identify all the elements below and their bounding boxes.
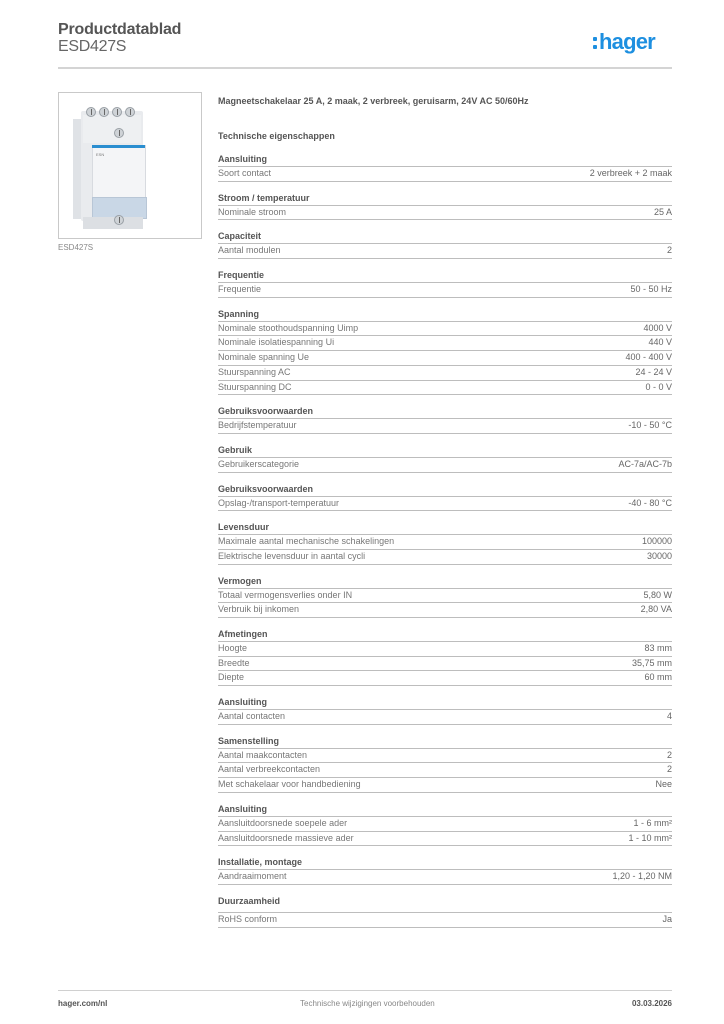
screw-icon <box>99 107 109 117</box>
product-code: ESD427S <box>58 38 127 55</box>
section-title: Technische eigenschappen <box>218 131 335 141</box>
spec-row <box>218 283 672 298</box>
group-title: Capaciteit <box>218 230 672 244</box>
group-title: Gebruiksvoorwaarden <box>218 483 672 497</box>
group-title: Spanning <box>218 308 672 322</box>
spec-group <box>218 483 672 512</box>
spec-key: Nominale stroom <box>218 206 287 217</box>
group-title: Afmetingen <box>218 628 672 642</box>
screw-icon <box>114 215 124 225</box>
group-title: Stroom / temperatuur <box>218 192 672 206</box>
spec-value: 25 A <box>653 206 672 217</box>
spec-group <box>218 230 672 259</box>
group-title: Installatie, montage <box>218 856 672 870</box>
spec-row <box>218 322 672 337</box>
spec-group <box>218 521 672 564</box>
spec-group <box>218 405 672 434</box>
spec-key: Totaal vermogensverlies onder IN <box>218 589 353 600</box>
group-title: Levensduur <box>218 521 672 535</box>
spec-key: Stuurspanning DC <box>218 381 292 392</box>
screw-icon <box>125 107 135 117</box>
spec-value: -40 - 80 °C <box>628 497 672 508</box>
spec-table <box>218 153 672 938</box>
spec-value: 1 - 10 mm² <box>628 832 672 843</box>
spec-key: Opslag-/transport-temperatuur <box>218 497 340 508</box>
spec-row <box>218 419 672 434</box>
group-title: Duurzaamheid <box>218 895 672 913</box>
spec-value: 0 - 0 V <box>645 381 672 392</box>
product-description: Magneetschakelaar 25 A, 2 maak, 2 verbreek, geruisarm, 24V AC 50/60Hz <box>218 96 529 106</box>
spec-key: Nominale spanning Ue <box>218 352 310 363</box>
footer-date: 03.03.2026 <box>631 999 672 1008</box>
device-top <box>83 115 141 143</box>
page-title: Productdatablad <box>58 21 182 38</box>
spec-key: RoHS conform <box>218 913 278 924</box>
spec-row <box>218 167 672 182</box>
spec-row <box>218 671 672 686</box>
spec-row <box>218 642 672 657</box>
spec-group <box>218 696 672 725</box>
spec-row <box>218 381 672 396</box>
spec-value: 440 V <box>648 337 672 348</box>
spec-value: 24 - 24 V <box>635 366 672 377</box>
spec-group <box>218 803 672 846</box>
spec-group <box>218 628 672 686</box>
spec-value: 2 <box>666 245 672 256</box>
spec-row <box>218 589 672 604</box>
footer-divider <box>58 990 672 991</box>
header-divider <box>58 67 672 69</box>
spec-value: 60 mm <box>644 672 672 683</box>
group-title: Gebruik <box>218 444 672 458</box>
spec-value: Ja <box>662 913 672 924</box>
spec-row <box>218 763 672 778</box>
spec-value: 2,80 VA <box>640 604 672 615</box>
spec-value: -10 - 50 °C <box>628 420 672 431</box>
spec-value: 400 - 400 V <box>625 352 672 363</box>
spec-value: 30000 <box>646 550 672 561</box>
logo-text: hager <box>599 29 655 54</box>
spec-group <box>218 153 672 182</box>
group-title: Aansluiting <box>218 803 672 817</box>
spec-key: Diepte <box>218 672 245 683</box>
spec-key: Stuurspanning AC <box>218 366 291 377</box>
spec-row <box>218 913 672 928</box>
spec-key: Nominale isolatiespanning Ui <box>218 337 335 348</box>
spec-key: Aansluitdoorsnede soepele ader <box>218 817 348 828</box>
spec-group <box>218 735 672 793</box>
spec-row <box>218 206 672 221</box>
screw-icon <box>86 107 96 117</box>
spec-row <box>218 870 672 885</box>
spec-group <box>218 895 672 928</box>
spec-value: 100000 <box>641 536 672 547</box>
spec-value: 83 mm <box>644 643 672 653</box>
group-title: Frequentie <box>218 269 672 283</box>
spec-row <box>218 550 672 565</box>
spec-value: 35,75 mm <box>631 657 672 668</box>
spec-key: Hoogte <box>218 643 248 653</box>
device-blue-stripe <box>92 145 145 148</box>
spec-key: Aantal verbreekcontacten <box>218 764 321 775</box>
spec-group <box>218 856 672 885</box>
spec-row <box>218 458 672 473</box>
spec-key: Elektrische levensduur in aantal cycli <box>218 550 366 561</box>
spec-group <box>218 192 672 221</box>
spec-value: Nee <box>655 779 672 790</box>
spec-row <box>218 817 672 832</box>
group-title: Samenstelling <box>218 735 672 749</box>
spec-key: Met schakelaar voor handbediening <box>218 779 361 790</box>
spec-key: Aandraaimoment <box>218 871 287 882</box>
spec-value: 4 <box>666 711 672 722</box>
spec-group <box>218 269 672 298</box>
spec-row <box>218 832 672 847</box>
spec-key: Nominale stoothoudspanning Uimp <box>218 322 359 333</box>
footer-website-link[interactable]: hager.com/nl <box>58 999 108 1008</box>
spec-row <box>218 244 672 259</box>
spec-group <box>218 575 672 618</box>
spec-group <box>218 308 672 395</box>
group-title: Gebruiksvoorwaarden <box>218 405 672 419</box>
spec-key: Aantal maakcontacten <box>218 749 308 760</box>
device-label: ESN <box>96 152 105 157</box>
spec-key: Breedte <box>218 657 250 668</box>
spec-value: 50 - 50 Hz <box>630 284 672 295</box>
spec-key: Bedrijfstemperatuur <box>218 420 297 431</box>
spec-key: Maximale aantal mechanische schakelingen <box>218 536 395 547</box>
spec-value: 1 - 6 mm² <box>633 817 672 828</box>
spec-value: 2 verbreek + 2 maak <box>589 168 672 178</box>
spec-key: Soort contact <box>218 168 272 178</box>
screw-icon <box>114 128 124 138</box>
spec-row <box>218 366 672 381</box>
screw-icon <box>112 107 122 117</box>
spec-key: Verbruik bij inkomen <box>218 604 300 615</box>
spec-row <box>218 351 672 366</box>
spec-value: 2 <box>666 764 672 775</box>
group-title: Aansluiting <box>218 696 672 710</box>
spec-row <box>218 497 672 512</box>
spec-group <box>218 444 672 473</box>
spec-value: 4000 V <box>643 322 672 333</box>
spec-value: 5,80 W <box>643 589 672 600</box>
hager-logo <box>593 29 655 55</box>
spec-value: AC-7a/AC-7b <box>618 458 672 469</box>
image-caption: ESD427S <box>58 243 94 252</box>
spec-value: 1,20 - 1,20 NM <box>612 871 672 882</box>
spec-key: Aantal contacten <box>218 711 286 722</box>
spec-key: Frequentie <box>218 284 262 295</box>
group-title: Aansluiting <box>218 153 672 167</box>
spec-row <box>218 336 672 351</box>
footer-disclaimer: Technische wijzigingen voorbehouden <box>300 999 435 1008</box>
group-title: Vermogen <box>218 575 672 589</box>
spec-row <box>218 657 672 672</box>
spec-row <box>218 535 672 550</box>
spec-key: Aansluitdoorsnede massieve ader <box>218 832 354 843</box>
spec-row <box>218 603 672 618</box>
spec-value: 2 <box>666 749 672 760</box>
spec-key: Gebruikerscategorie <box>218 458 300 469</box>
logo-colon-icon <box>593 34 597 50</box>
spec-row <box>218 749 672 764</box>
product-image <box>58 92 202 239</box>
spec-key: Aantal modulen <box>218 245 281 256</box>
device-bottom <box>83 217 143 229</box>
spec-row <box>218 710 672 725</box>
spec-row <box>218 778 672 793</box>
